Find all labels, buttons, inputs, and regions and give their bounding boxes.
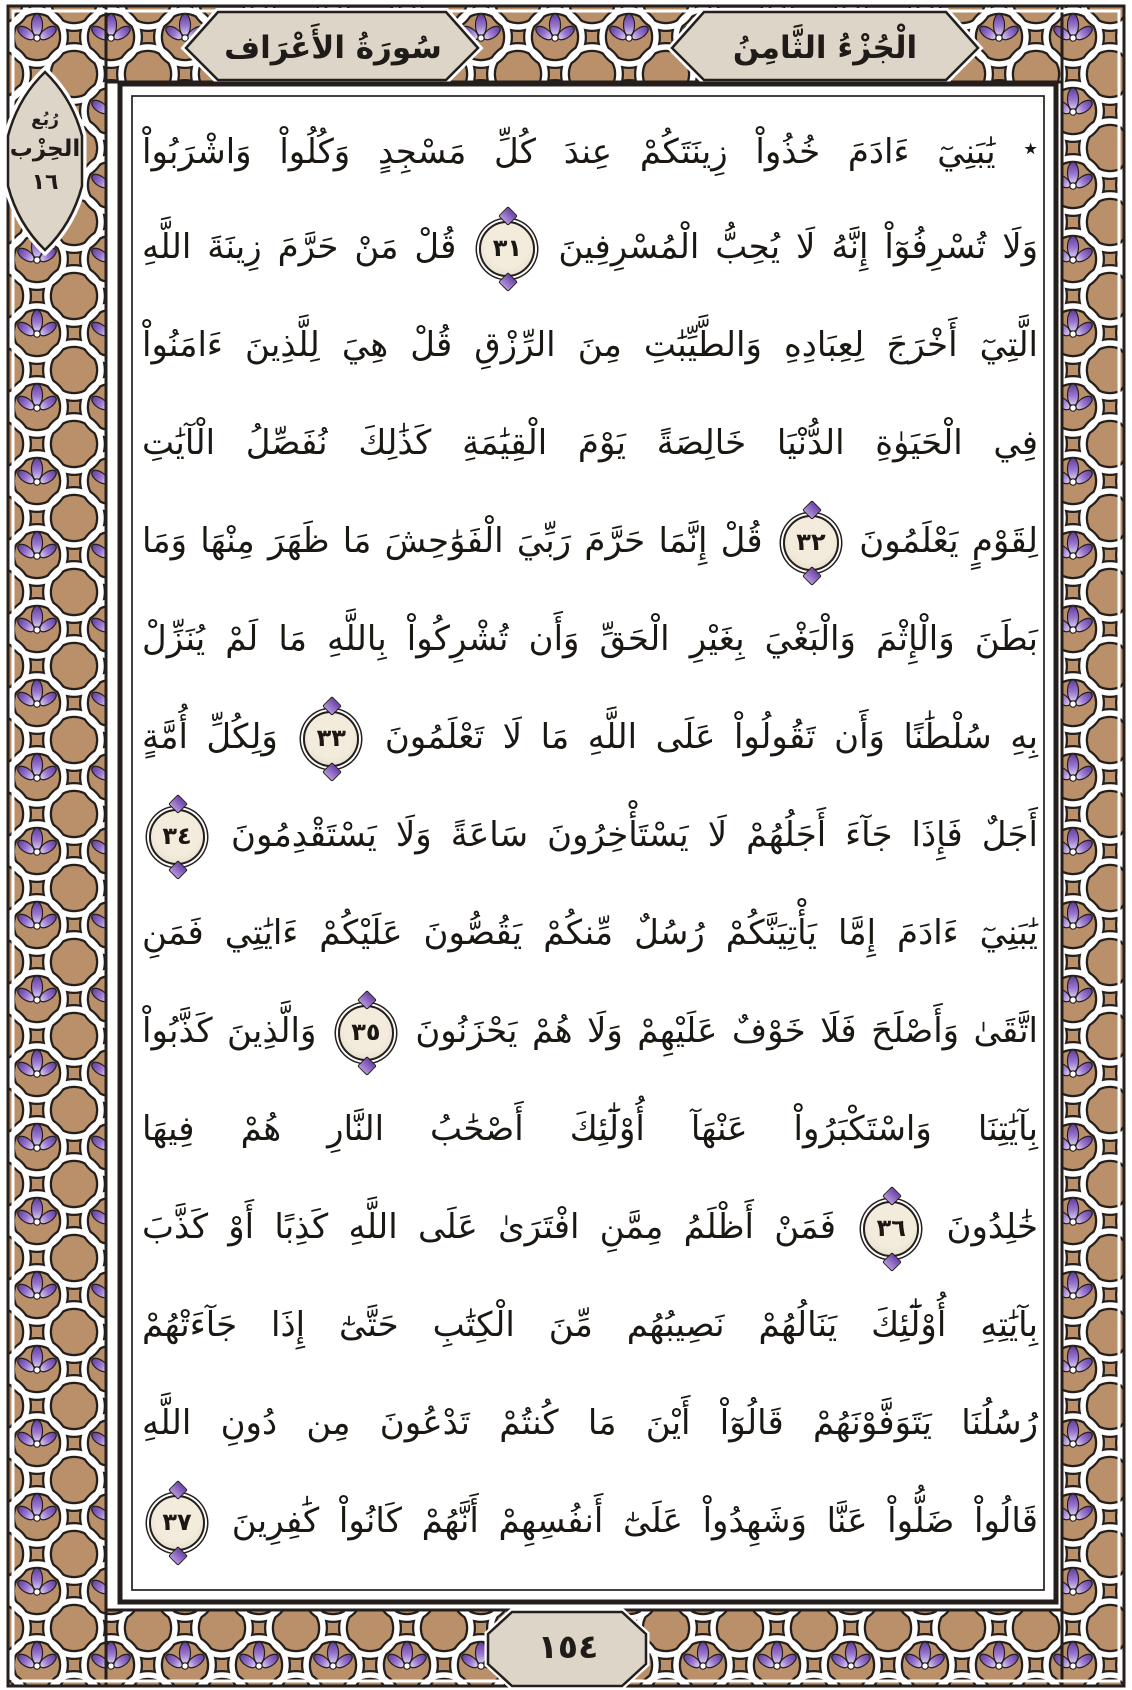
quran-line — [142, 786, 1038, 884]
juz-header: الْجُزْءُ الثَّامِنُ — [732, 30, 918, 66]
ayah-text: فَمَنْ أَظْلَمُ مِمَّنِ افْتَرَىٰ عَلَى اللَّهِ كَذِبًا أَوْ كَذَّبَ — [142, 1207, 837, 1247]
quran-line — [142, 982, 1038, 1080]
ayah-number-medallion: ٣٢ — [783, 515, 839, 571]
ayah-text: قُلْ إِنَّمَا حَرَّمَ رَبِّيَ الْفَوَٰحِشَ مَا ظَهَرَ مِنْهَا وَمَا — [142, 521, 763, 561]
ayah-text: لِقَوْمٍ يَعْلَمُونَ — [859, 521, 1038, 561]
ayah-number-medallion: ٣١ — [479, 221, 535, 277]
quran-text-block — [142, 100, 1038, 1570]
ayah-text: يَٰبَنِيٓ ءَادَمَ خُذُواْ زِينَتَكُمْ عِندَ كُلِّ مَسْجِدٍ وَكُلُواْ وَاشْرَبُواْ — [142, 132, 996, 172]
ayah-text: وَالَّذِينَ كَذَّبُواْ — [142, 1011, 317, 1051]
ayah-number-medallion: ٣٥ — [338, 1005, 394, 1061]
hizb-marker-word-rub: رُبُع — [31, 110, 59, 130]
quran-line — [142, 1276, 1038, 1374]
quran-line — [142, 296, 1038, 394]
ayah-text: يَٰبَنِيٓ ءَادَمَ إِمَّا يَأْتِيَنَّكُمْ رُسُلٌ مِّنكُمْ يَقُصُّونَ عَلَيْكُمْ ءَايَٰتِي فَمَنِ — [142, 913, 1038, 953]
ayah-text: خَٰلِدُونَ — [946, 1207, 1038, 1247]
ayah-number-medallion: ٣٤ — [149, 809, 205, 865]
ayah-text: فِي الْحَيَوٰةِ الدُّنْيَا خَالِصَةً يَوْمَ الْقِيَٰمَةِ كَذَٰلِكَ نُفَصِّلُ الْآيَٰتِ — [142, 423, 1038, 463]
surah-header: سُورَةُ الأَعْرَاف — [224, 30, 442, 66]
ayah-number-medallion: ٣٧ — [149, 1495, 205, 1551]
ayah-text: بِآيَٰتِنَا وَاسْتَكْبَرُواْ عَنْهَآ أُوْلَٰٓئِكَ أَصْحَٰبُ النَّارِ هُمْ فِيهَا — [142, 1109, 1038, 1149]
ayah-text: أَجَلٌ فَإِذَا جَآءَ أَجَلُهُمْ لَا يَسْتَأْخِرُونَ سَاعَةً وَلَا يَسْتَقْدِمُونَ — [231, 815, 1038, 855]
quran-line — [142, 1080, 1038, 1178]
ayah-text: قَالُواْ ضَلُّواْ عَنَّا وَشَهِدُواْ عَلَىٰٓ أَنفُسِهِمْ أَنَّهُمْ كَانُواْ كَٰفِرِينَ — [231, 1501, 1039, 1541]
hizb-marker-word-hizb: الحِزْب — [9, 136, 81, 162]
quran-line — [142, 100, 1038, 198]
rub-el-hizb-star: ٭ — [1023, 133, 1038, 164]
quran-line — [142, 1178, 1038, 1276]
ayah-text: وَلِكُلِّ أُمَّةٍ — [142, 717, 278, 757]
hizb-quarter-marker — [4, 108, 86, 200]
hizb-marker-number: ١٦ — [31, 170, 59, 195]
quran-line — [142, 394, 1038, 492]
ayah-text: وَلَا تُسْرِفُوٓاْ إِنَّهُ لَا يُحِبُّ الْمُسْرِفِينَ — [558, 227, 1039, 267]
ayah-text: رُسُلُنَا يَتَوَفَّوْنَهُمْ قَالُوٓاْ أَيْنَ مَا كُنتُمْ تَدْعُونَ مِن دُونِ اللَّهِ — [142, 1403, 1038, 1443]
ayah-text: بِهِ سُلْطَٰنًا وَأَن تَقُولُواْ عَلَى اللَّهِ مَا لَا تَعْلَمُونَ — [384, 717, 1038, 757]
quran-line — [142, 492, 1038, 590]
ayah-text: بِآيَٰتِهِ أُوْلَٰٓئِكَ يَنَالُهُمْ نَصِيبُهُم مِّنَ الْكِتَٰبِ حَتَّىٰٓ إِذَا جَآءَتْهُمْ — [142, 1305, 1038, 1345]
ayah-number-medallion: ٣٣ — [303, 711, 359, 767]
ayah-text: قُلْ مَنْ حَرَّمَ زِينَةَ اللَّهِ — [142, 227, 457, 267]
page-number: ١٥٤ — [537, 1627, 599, 1666]
quran-line — [142, 590, 1038, 688]
ayah-text: اتَّقَىٰ وَأَصْلَحَ فَلَا خَوْفٌ عَلَيْهِمْ وَلَا هُمْ يَحْزَنُونَ — [415, 1011, 1038, 1051]
ayah-text: الَّتِيٓ أَخْرَجَ لِعِبَادِهِ وَالطَّيِّبَٰتِ مِنَ الرِّزْقِ قُلْ هِيَ لِلَّذِينَ ءَامَنُواْ — [142, 325, 1038, 365]
quran-line — [142, 198, 1038, 296]
ayah-text: بَطَنَ وَالْإِثْمَ وَالْبَغْيَ بِغَيْرِ الْحَقِّ وَأَن تُشْرِكُواْ بِاللَّهِ مَا لَمْ يُنَزِّلْ — [142, 619, 1038, 659]
quran-line — [142, 884, 1038, 982]
quran-line — [142, 1374, 1038, 1472]
quran-line — [142, 688, 1038, 786]
ayah-number-medallion: ٣٦ — [863, 1201, 919, 1257]
quran-line — [142, 1472, 1038, 1570]
